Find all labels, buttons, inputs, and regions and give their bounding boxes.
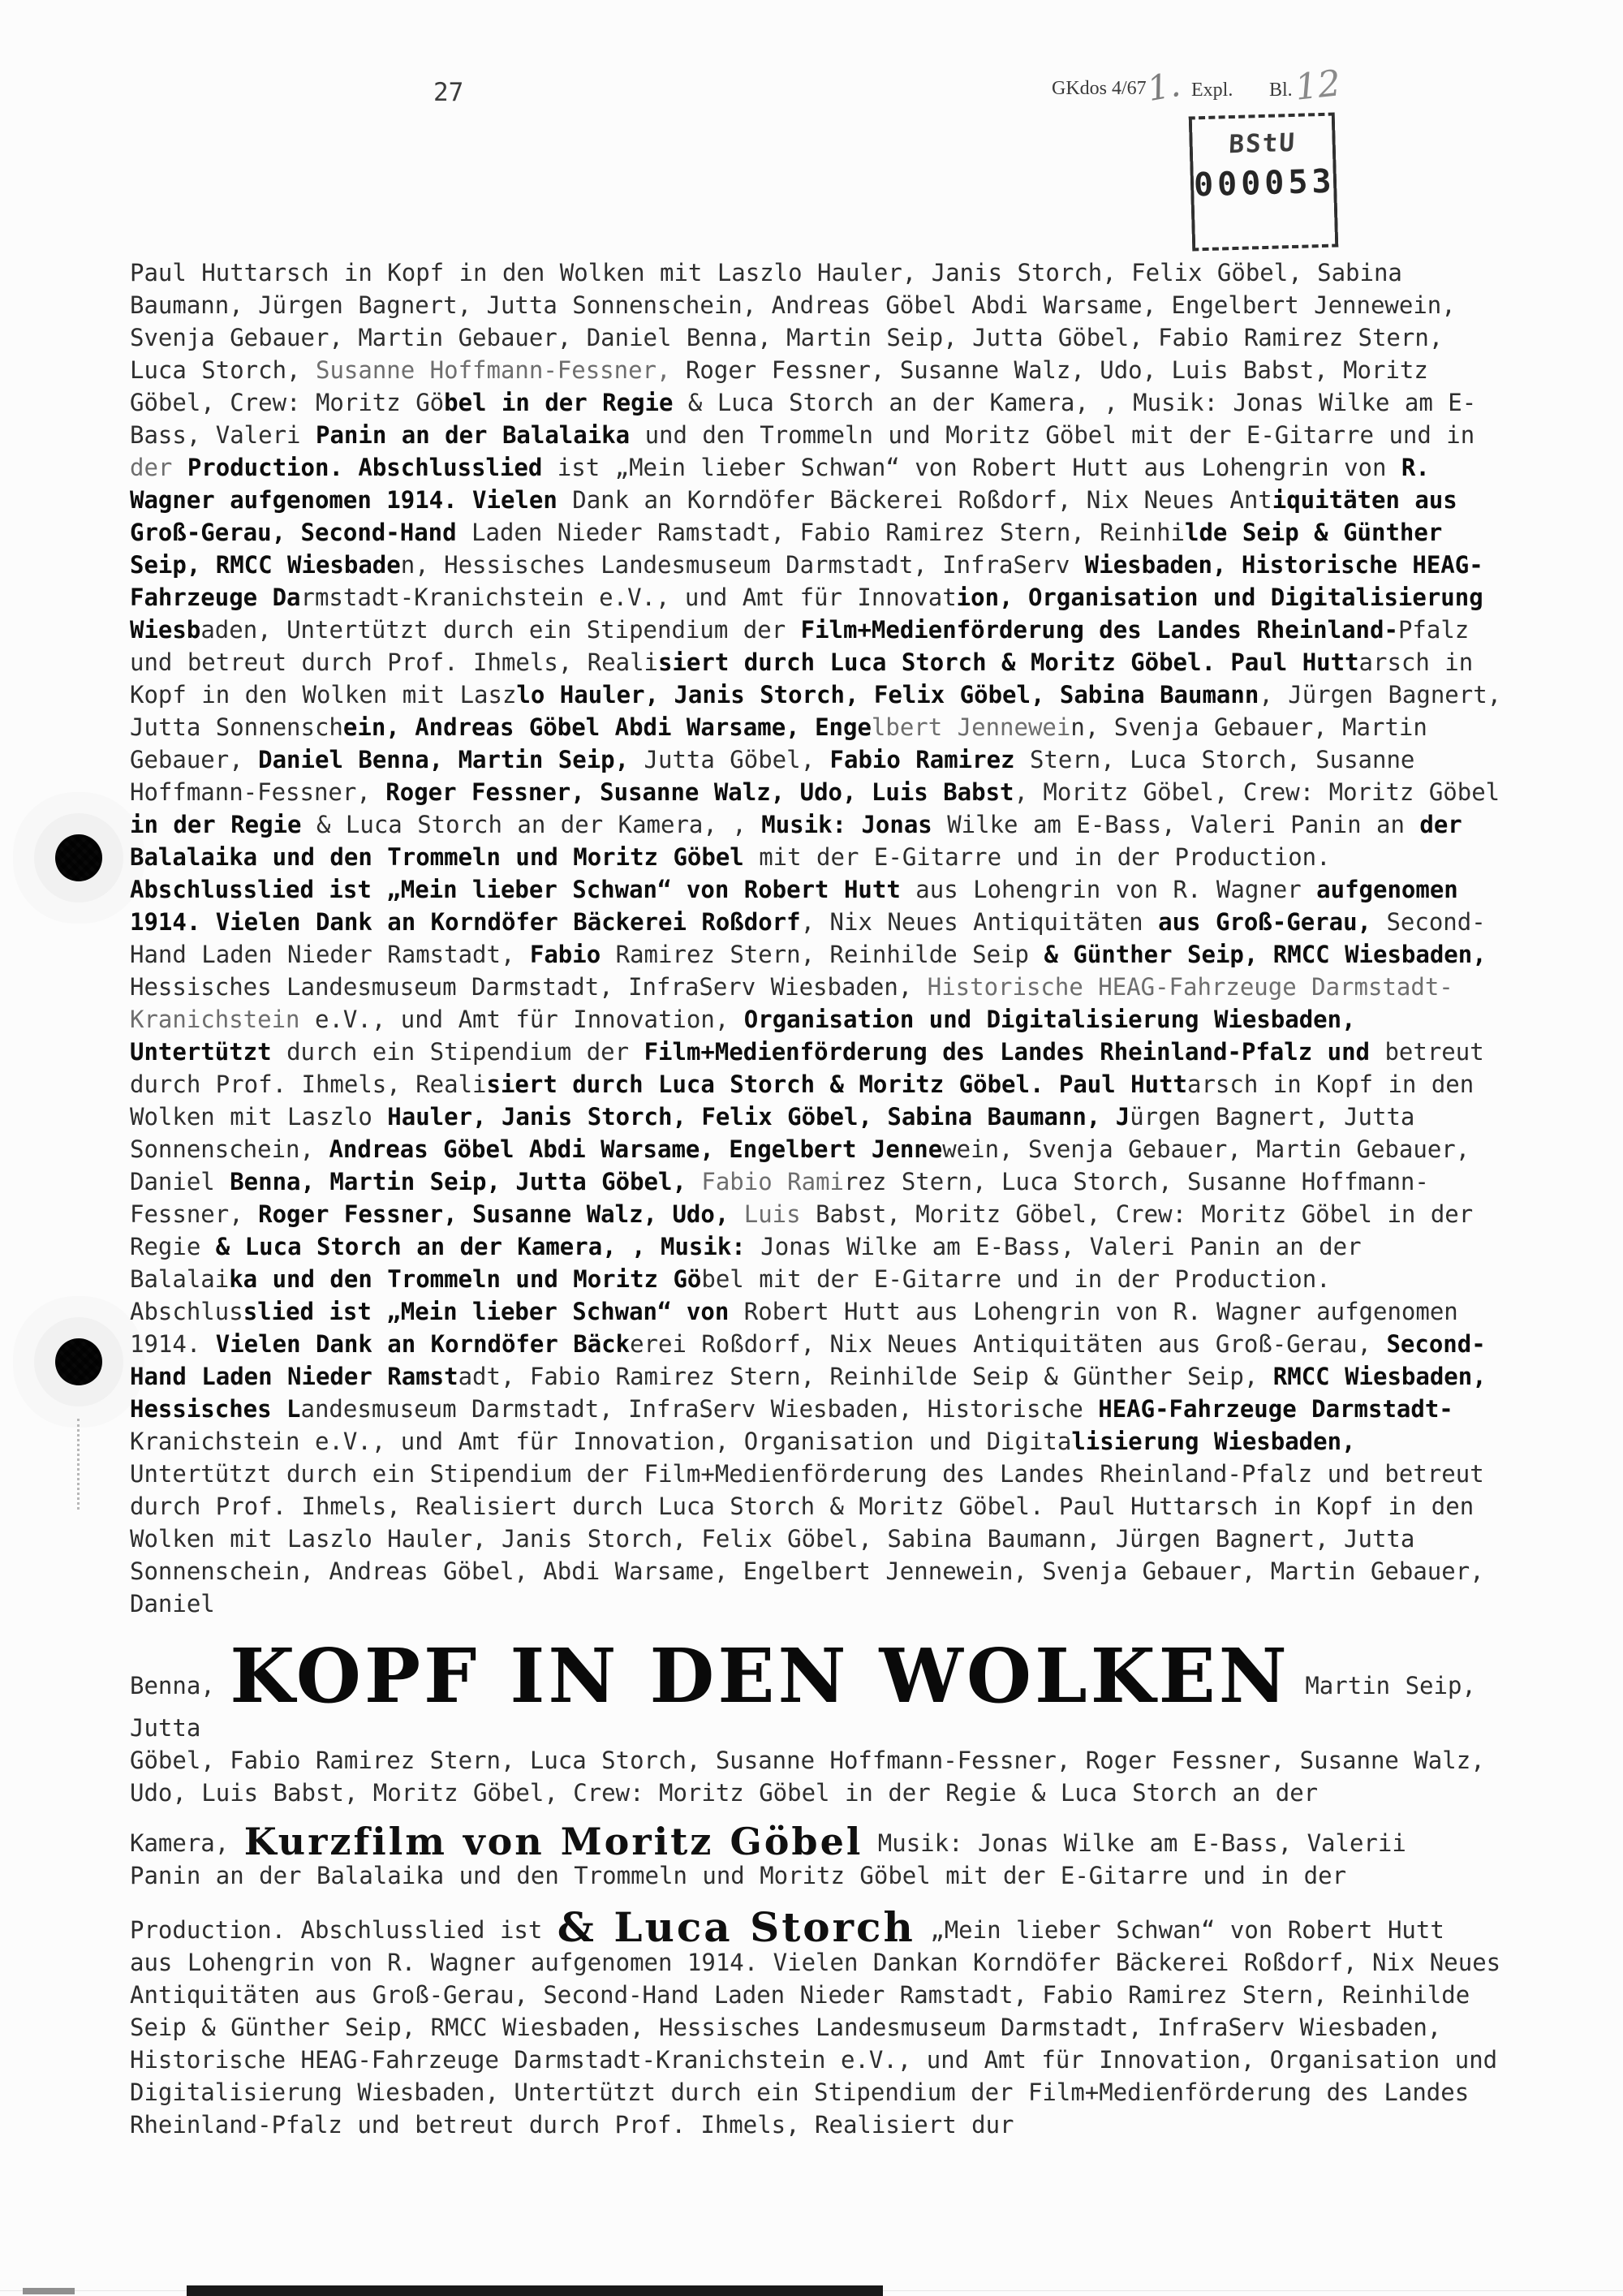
text-segment: und den Trommeln und Moritz Göbel mit der E-Gitarre und in <box>644 421 1475 449</box>
scanner-gray-mark <box>23 2288 75 2294</box>
text-segment: Production. Abschlusslied ist <box>130 1916 558 1945</box>
text-segment: Abschlusslied ist „Mein lieber Schwan“ von Robert Hutt <box>130 876 916 903</box>
text-segment: n, Hessisches Landesmuseum Darmstadt, InfraServ <box>400 551 1085 579</box>
text-segment: & Luca Storch an der Kamera, , Musik: Jonas Wilke am E-Bass, Valeri <box>130 389 1477 449</box>
text-segment: adt, Fabio Ramirez Stern, Reinhilde Seip & Günther Seip, <box>458 1363 1273 1390</box>
punch-hole-mark-bottom <box>55 1338 102 1385</box>
text-segment: HEAG-Fahrzeuge Darmstadt- <box>1098 1395 1453 1423</box>
text-segment: ürgen Bagnert, Jutta Sonnenschein, <box>130 1103 1415 1163</box>
text-segment: siert durch Luca Storch & Moritz Göbel. Paul Hutt <box>658 648 1359 676</box>
sheet-label: Bl. <box>1269 80 1293 101</box>
text-segment: Robert Hutt aus Lohengrin von R. Wagner aufgenomen 1914. <box>130 1298 1458 1358</box>
text-segment: Laden Nieder Ramstadt, Fabio Ramirez Stern, Reinhi <box>471 519 1186 546</box>
text-segment: durch ein Stipendium der <box>286 1038 644 1066</box>
text-segment: , Nix Neues Antiquitäten <box>800 908 1159 936</box>
text-segment: Kamera, <box>130 1829 244 1858</box>
text-segment: Film+Medienförderung des Landes Rheinland-Pfalz und <box>644 1038 1385 1066</box>
text-segment: Jonas Wilke am E-Bass, Valeri Panin an der Balalai <box>130 1233 1362 1293</box>
text-segment: Martin Seip, Jutta <box>130 1672 1476 1742</box>
text-segment: Roger Fessner, Susanne Walz, Udo, Luis Babst <box>385 778 1014 806</box>
film-byline: Kurzfilm von Moritz Göbel <box>243 1820 863 1864</box>
text-segment: slied ist „Mein lieber Schwan“ von <box>243 1298 744 1325</box>
text-segment: Vielen Dank an Korndöfer Bäck <box>215 1330 631 1358</box>
text-segment: Dank an Korndöfer Bäckerei Roßdorf, Nix Neues Ant <box>572 486 1272 514</box>
text-segment: & Luca Storch an der Kamera, , <box>316 811 762 838</box>
text-segment: Ramirez Stern, Reinhilde Seip <box>615 941 1044 968</box>
text-segment: aden, Untertützt durch ein Stipendium der <box>200 616 801 644</box>
text-segment: Babst, Moritz Göbel, Crew: Moritz Göbel in der Regie <box>130 1200 1474 1260</box>
headline-paragraph <box>130 1632 1503 1809</box>
text-segment: lo Hauler, Janis Storch, Felix Göbel, Sabina Baumann <box>516 681 1259 709</box>
text-segment: ist „Mein lieber Schwan“ von Robert Hutt aus Lohengrin von <box>557 454 1401 481</box>
text-segment: Roger Fessner, Susanne Walz, Udo, Luis Babst, Moritz Göbel, Crew: Moritz Gö <box>130 356 1428 416</box>
text-segment: Untertützt durch ein Stipendium der Film+Medienförderung des Landes Rheinland-Pfalz und betreut durch Prof. Ihmels, Realisiert durch Luca Storch & Moritz Göbel. Paul Huttarsch in Kopf in den Wolken mit Laszlo Hauler, Janis Storch, Felix Göbel, Sabina Baumann, Jürgen Bagnert, Jutta Sonnenschein, Andreas Göbel, Abdi Warsame, Engelbert Jennewein, Svenja Gebauer, Martin Gebauer, Daniel <box>130 1460 1484 1618</box>
film-title: KOPF IN DEN WOLKEN <box>230 1632 1290 1720</box>
text-segment: Kranichstein e.V., und Amt für Innovation, Organisation und Digita <box>130 1428 1072 1455</box>
classification-label: GKdos 4/67 <box>1052 78 1147 99</box>
text-segment: Film+Medienförderung des Landes Rheinland- <box>800 616 1398 644</box>
text-segment: , Moritz Göbel, Crew: Moritz Göbel <box>1014 778 1500 806</box>
text-segment: Musik: Jonas Wilke am E-Bass, Valerii <box>863 1829 1406 1858</box>
text-segment: wein, Svenja Gebauer, Martin Gebauer, Daniel <box>130 1135 1470 1195</box>
text-segment: Benna, Martin Seip, Jutta Göbel, <box>230 1168 702 1195</box>
text-segment: lisierung Wiesbaden, <box>1071 1428 1356 1455</box>
text-segment: Andreas Göbel Abdi Warsame, Engelbert Jenne <box>329 1135 943 1163</box>
sheet-number-handwritten: 12 <box>1293 62 1343 109</box>
text-segment: e.V., und Amt für Innovation, <box>314 1006 744 1033</box>
copy-label: Expl. <box>1191 80 1233 101</box>
text-segment: aufgenomen 1914. Vielen Dank an Korndöfer Bäckerei Roßdorf <box>130 876 1458 936</box>
text-segment: lbert Jennewei <box>871 713 1071 741</box>
text-segment: betreut durch Prof. Ihmels, Reali <box>130 1038 1484 1098</box>
text-segment: & Luca Storch an der Kamera, , Musik: <box>215 1233 761 1260</box>
text-segment: der Balalaika und den Trommeln und Moritz Göbel <box>130 811 1462 871</box>
text-segment: Susanne Hoffmann-Fessner, <box>315 356 686 384</box>
classification-header <box>1052 62 1343 110</box>
text-segment: in der Regie <box>130 811 316 838</box>
page-number: 27 <box>433 78 464 107</box>
text-segment: , Jürgen Bagnert, Jutta Sonnensch <box>130 681 1502 741</box>
text-segment: „Mein lieber Schwan“ von Robert Hutt <box>915 1916 1444 1945</box>
text-segment: Musik: Jonas <box>761 811 948 838</box>
text-segment: andesmuseum Darmstadt, InfraServ Wiesbaden, Historische <box>300 1395 1099 1423</box>
text-segment: ion, Organisation und Digitalisierung Wiesb <box>130 584 1483 644</box>
text-segment: erei Roßdorf, Nix Neues Antiquitäten aus Groß-Gerau, <box>630 1330 1387 1358</box>
text-segment: Historische HEAG-Fahrzeuge Darmstadt-Kranichstein <box>130 973 1453 1033</box>
scan-crease-line <box>77 1419 80 1510</box>
text-segment: Göbel, Fabio Ramirez Stern, Luca Storch, Susanne Hoffmann-Fessner, Roger Fessner, Susanne Walz, Udo, Luis Babst, Moritz Göbel, Crew: Moritz Göbel in der Regie & Luca Storch an der <box>130 1747 1485 1807</box>
text-segment: Production. Abschlusslied <box>187 454 558 481</box>
text-segment: & Günther Seip, RMCC Wiesbaden, <box>1044 941 1487 968</box>
text-segment: Panin an der Balalaika <box>315 421 645 449</box>
text-segment: bel mit der E-Gitarre und in der Production. Abschlus <box>130 1265 1331 1325</box>
text-segment: Stern, Luca Storch, Susanne Hoffmann-Fessner, <box>130 746 1415 806</box>
text-segment: rmstadt-Kranichstein e.V., und Amt für Innovat <box>300 584 957 611</box>
text-segment: bel in der Regie <box>444 389 688 416</box>
document-body <box>130 256 1503 2141</box>
copy-number-handwritten: 1. <box>1144 63 1184 110</box>
text-segment: aus Lohengrin von R. Wagner aufgenomen 1914. Vielen Dankan Korndöfer Bäckerei Roßdorf, Nix Neues Antiquitäten aus Groß-Gerau, Second-Hand Laden Nieder Ramstadt, Fabio Ramirez Stern, Reinhilde Seip & Günther Seip, RMCC Wiesbaden, Hessisches Landesmuseum Darmstadt, InfraServ Wiesbaden, Historische HEAG-Fahrzeuge Darmstadt-Kranichstein e.V., und Amt für Innovation, Organisation und Digitalisierung Wiesbaden, Untertützt durch ein Stipendium der Film+Medienförderung des Landes Rheinland-Pfalz und betreut durch Prof. Ihmels, Realisiert dur <box>130 1949 1501 2139</box>
text-segment: aus Lohengrin von R. Wagner <box>915 876 1317 903</box>
text-segment: Wiesbaden, Historische HEAG-Fahrzeuge Da <box>130 551 1483 611</box>
archive-stamp <box>1189 113 1339 252</box>
text-segment: Benna, <box>130 1672 230 1699</box>
text-segment: siert durch Luca Storch & Moritz Göbel. Paul Hutt <box>486 1070 1188 1098</box>
text-segment: iquitäten aus Groß-Gerau, Second-Hand <box>130 486 1457 546</box>
text-segment: Luis <box>743 1200 816 1228</box>
scanner-black-bar <box>187 2285 883 2296</box>
text-segment: RMCC Wiesbaden, Hessisches L <box>130 1363 1487 1423</box>
punch-hole-mark-top <box>55 834 102 881</box>
text-segment: mit der E-Gitarre und in der Production. <box>759 843 1331 871</box>
film-byline-2: & Luca Storch <box>557 1903 915 1952</box>
text-segment: lde Seip & Günther Seip, RMCC Wiesbade <box>130 519 1443 579</box>
text-segment: n, Svenja Gebauer, Martin Gebauer, <box>130 713 1427 773</box>
text-segment: ein, Andreas Göbel Abdi Warsame, Enge <box>342 713 872 741</box>
text-segment: der <box>130 454 187 481</box>
text-segment: arsch in Kopf in den Wolken mit Laszlo <box>130 1070 1474 1131</box>
stamp-agency: BStU <box>1228 127 1297 160</box>
text-segment: Hessisches Landesmuseum Darmstadt, InfraServ Wiesbaden, <box>130 973 928 1001</box>
stamp-serial-number: 000053 <box>1193 162 1337 205</box>
text-segment: Daniel Benna, Martin Seip, <box>258 746 644 773</box>
text-segment: Hauler, Janis Storch, Felix Göbel, Sabina Baumann, J <box>387 1103 1130 1131</box>
text-segment: Jutta Göbel, <box>644 746 830 773</box>
kurzfilm-paragraph <box>130 1820 1503 1892</box>
text-segment: aus Groß-Gerau, <box>1158 908 1387 936</box>
text-segment: rez Stern, Luca Storch, Susanne Hoffmann-Fessner, <box>130 1168 1429 1228</box>
text-segment: R. Wagner aufgenomen 1914. Vielen <box>130 454 1430 514</box>
credits-paragraph-main <box>130 256 1503 1620</box>
text-segment: arsch in Kopf in den Wolken mit Lasz <box>130 648 1474 709</box>
text-segment: Second-Hand Laden Nieder Ramstadt, <box>130 908 1486 968</box>
text-segment: Fabio Ramirez <box>829 746 1030 773</box>
text-segment: Organisation und Digitalisierung Wiesbaden, Untertützt <box>130 1006 1356 1066</box>
text-segment: ka und den Trommeln und Moritz Gö <box>229 1265 702 1293</box>
text-segment: Wilke am E-Bass, Valeri Panin an <box>947 811 1420 838</box>
text-segment: Roger Fessner, Susanne Walz, Udo, <box>258 1200 744 1228</box>
text-segment: Panin an der Balalaika und den Trommeln und Moritz Göbel mit der E-Gitarre und in der <box>130 1862 1347 1890</box>
text-segment: Fabio Rami <box>701 1168 844 1195</box>
text-segment: Pfalz und betreut durch Prof. Ihmels, Reali <box>130 616 1470 676</box>
text-segment: Paul Huttarsch in Kopf in den Wolken mit Laszlo Hauler, Janis Storch, Felix Göbel, Sabina Baumann, Jürgen Bagnert, Jutta Sonnenschein, Andreas Göbel Abdi Warsame, Engelbert Jennewein, Svenja Gebauer, Martin Gebauer, Daniel Benna, Martin Seip, Jutta Göbel, Fabio Ramirez Stern, Luca Storch, <box>130 259 1456 384</box>
text-segment: Fabio <box>529 941 616 968</box>
closing-paragraph <box>130 1903 1503 2141</box>
text-segment: Second-Hand Laden Nieder Ramst <box>130 1330 1486 1390</box>
